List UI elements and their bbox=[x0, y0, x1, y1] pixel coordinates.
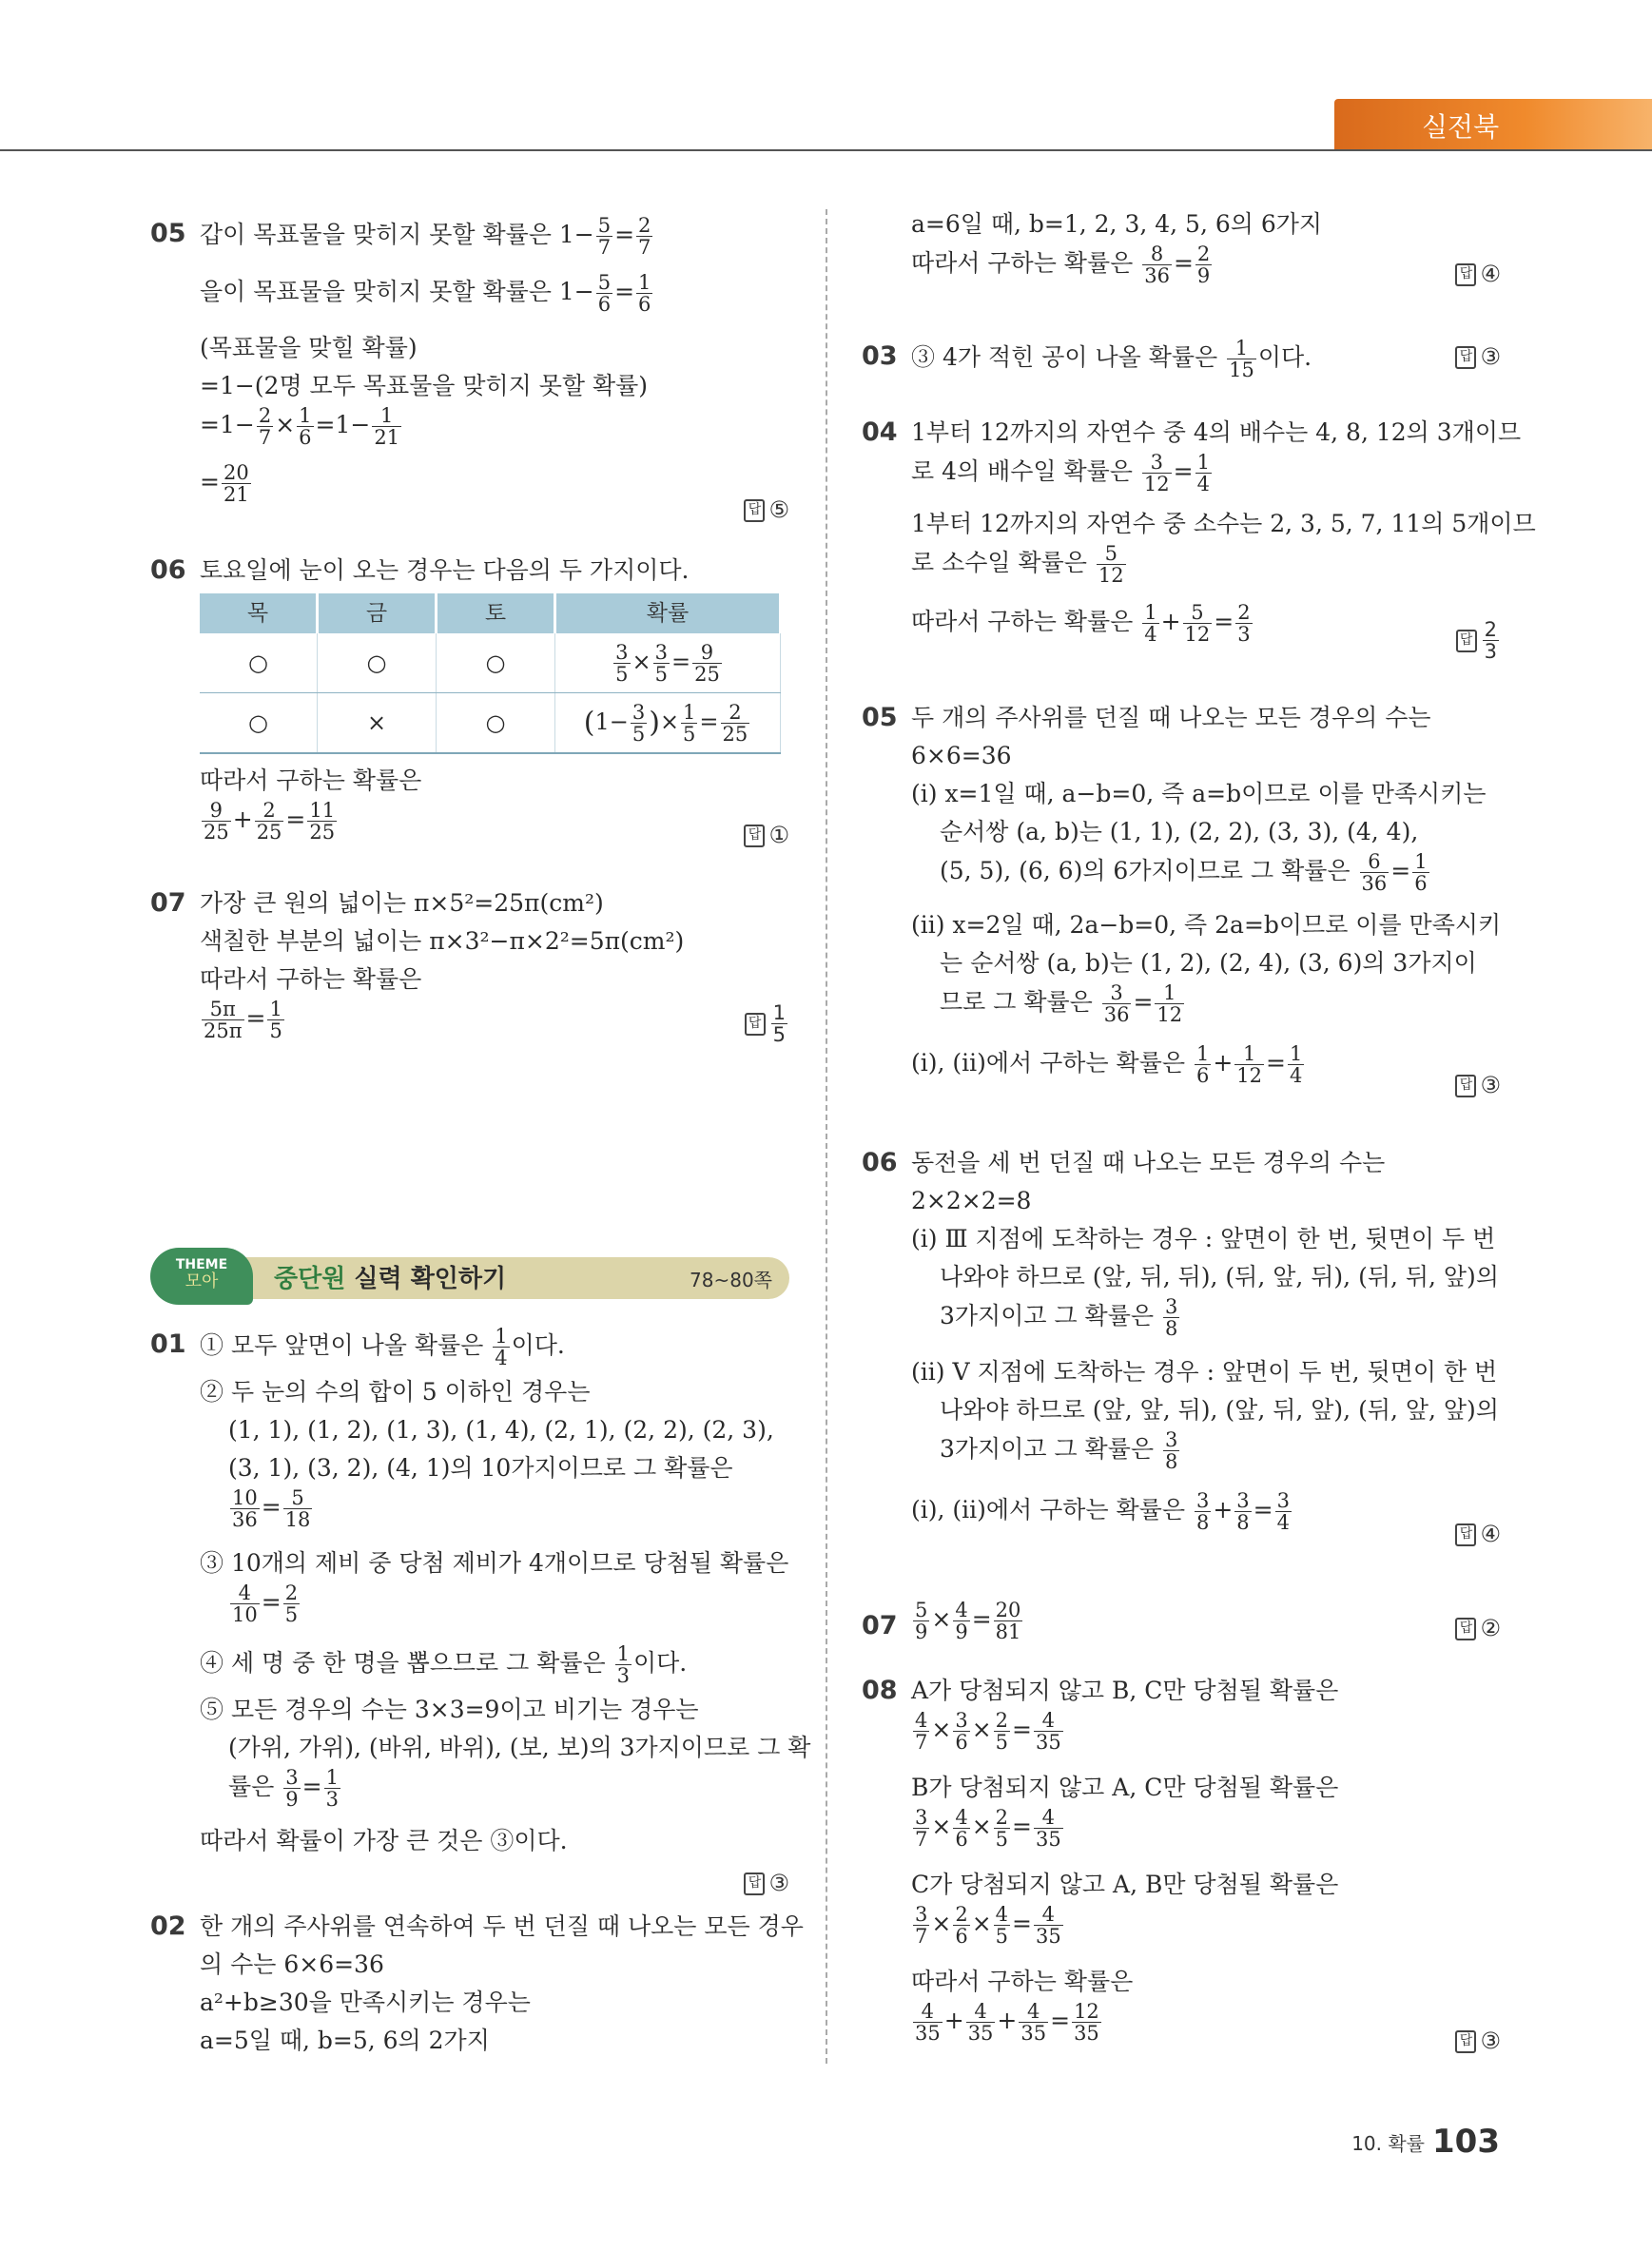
answer: ④ bbox=[1480, 1521, 1501, 1547]
text: A가 당첨되지 않고 B, C만 당첨될 확률은 bbox=[911, 1677, 1339, 1704]
text: ① 모두 앞면이 나올 확률은 bbox=[200, 1331, 492, 1359]
answer-icon: 답 bbox=[1455, 1075, 1476, 1097]
text: 는 순서쌍 (a, b)는 (1, 2), (2, 4), (3, 6)의 3가지이 bbox=[940, 949, 1477, 977]
text: a=6일 때, b=1, 2, 3, 4, 5, 6의 6가지 bbox=[911, 210, 1323, 238]
text: 순서쌍 (a, b)는 (1, 1), (2, 2), (3, 3), (4, 4), bbox=[940, 818, 1419, 845]
answer-badge: 답 $\frac{1}{5}$ bbox=[745, 1002, 789, 1045]
problem-number: 03 bbox=[862, 341, 898, 371]
answer: ① bbox=[768, 822, 789, 848]
problem-number: 05 bbox=[150, 219, 186, 248]
text: 색칠한 부분의 넓이는 π×3²−π×2²=5π(cm²) bbox=[200, 927, 685, 955]
problem-number: 05 bbox=[862, 703, 898, 732]
text: 므로 그 확률은 bbox=[940, 988, 1100, 1016]
theme-banner bbox=[150, 1248, 789, 1301]
column-divider bbox=[826, 209, 827, 2064]
text: ⑤ 모든 경우의 수는 3×3=9이고 비기는 경우는 bbox=[200, 1696, 699, 1723]
problem-number: 06 bbox=[862, 1148, 898, 1177]
answer-badge bbox=[1455, 2022, 1501, 2060]
answer: ⑤ bbox=[768, 496, 789, 523]
text: 갑이 목표물을 맞히지 못할 확률은 1− bbox=[200, 221, 594, 248]
text: ② 두 눈의 수의 합이 5 이하인 경우는 bbox=[200, 1378, 591, 1406]
answer-icon: 답 bbox=[744, 1873, 765, 1895]
answer-icon: 답 bbox=[744, 499, 765, 522]
text: (가위, 가위), (바위, 바위), (보, 보)의 3가지이므로 그 확 bbox=[228, 1734, 811, 1761]
problem-number: 06 bbox=[150, 555, 186, 585]
text: 6×6=36 bbox=[911, 742, 1012, 769]
table-cell: × bbox=[318, 693, 437, 754]
answer-badge bbox=[744, 491, 789, 529]
text: 한 개의 주사위를 연속하여 두 번 던질 때 나오는 모든 경우 bbox=[200, 1912, 804, 1940]
answer-badge bbox=[1455, 255, 1501, 293]
section-tab bbox=[1334, 99, 1652, 150]
text: (ⅰ) Ⅲ 지점에 도착하는 경우 : 앞면이 한 번, 뒷면이 두 번 bbox=[911, 1225, 1496, 1252]
text: 이다. bbox=[633, 1649, 688, 1677]
problem-number: 08 bbox=[862, 1676, 898, 1705]
answer-badge: 답 $\frac{2}{3}$ bbox=[1456, 619, 1501, 662]
badge-bottom: 모아 bbox=[185, 1271, 219, 1291]
answer: ② bbox=[1480, 1615, 1501, 1641]
text: 을이 목표물을 맞히지 못할 확률은 1− bbox=[200, 278, 594, 305]
table-row bbox=[200, 693, 781, 754]
answer-badge bbox=[1455, 1515, 1501, 1553]
text: 로 4의 배수일 확률은 bbox=[911, 457, 1140, 485]
text: 이다. bbox=[1257, 343, 1312, 371]
problem-number: 02 bbox=[150, 1911, 186, 1941]
text: 따라서 구하는 확률은 bbox=[911, 608, 1141, 635]
page-range: 78~80쪽 bbox=[690, 1269, 772, 1291]
text: 동전을 세 번 던질 때 나오는 모든 경우의 수는 bbox=[911, 1149, 1386, 1176]
answer: ③ bbox=[1480, 343, 1501, 370]
text: C가 당첨되지 않고 A, B만 당첨될 확률은 bbox=[911, 1871, 1339, 1898]
answer: ③ bbox=[1480, 2028, 1501, 2054]
answer-icon: 답 bbox=[744, 825, 765, 847]
title-rest: 실력 확인하기 bbox=[345, 1265, 507, 1293]
problem-number: 07 bbox=[862, 1611, 898, 1640]
text: 두 개의 주사위를 던질 때 나오는 모든 경우의 수는 bbox=[911, 704, 1431, 731]
text: 토요일에 눈이 오는 경우는 다음의 두 가지이다. bbox=[200, 556, 690, 584]
table-cell: ○ bbox=[200, 633, 318, 693]
answer-badge bbox=[744, 816, 789, 854]
text: a²+b≥30을 만족시키는 경우는 bbox=[200, 1989, 531, 2016]
answer-icon: 답 bbox=[1455, 1523, 1476, 1546]
text: 따라서 구하는 확률은 bbox=[911, 1968, 1134, 1995]
text: 따라서 확률이 가장 큰 것은 ③이다. bbox=[200, 1827, 568, 1854]
text: ③ 10개의 제비 중 당첨 제비가 4개이므로 당첨될 확률은 bbox=[200, 1549, 789, 1577]
answer: ④ bbox=[1480, 261, 1501, 287]
text: 나와야 하므로 (앞, 뒤, 뒤), (뒤, 앞, 뒤), (뒤, 뒤, 앞)의 bbox=[940, 1263, 1499, 1290]
text: 가장 큰 원의 넓이는 π×5²=25π(cm²) bbox=[200, 889, 604, 917]
answer-icon: 답 bbox=[1455, 346, 1476, 369]
text: 따라서 구하는 확률은 bbox=[911, 249, 1141, 277]
answer-badge bbox=[744, 1864, 789, 1902]
page-footer bbox=[1351, 2123, 1500, 2161]
text: (ⅰ), (ⅱ)에서 구하는 확률은 bbox=[911, 1496, 1193, 1523]
table-header: 확률 bbox=[555, 593, 781, 633]
table-cell: ○ bbox=[318, 633, 437, 693]
answer-icon: 답 bbox=[1455, 263, 1476, 286]
text: 따라서 구하는 확률은 bbox=[200, 767, 422, 794]
text: 3가지이고 그 확률은 bbox=[940, 1435, 1161, 1463]
text: 2×2×2=8 bbox=[911, 1187, 1032, 1214]
text: ④ 세 명 중 한 명을 뽑으므로 그 확률은 bbox=[200, 1649, 613, 1677]
table-cell: ○ bbox=[437, 693, 555, 754]
problem-number: 07 bbox=[150, 888, 186, 918]
table-cell: ○ bbox=[437, 633, 555, 693]
text: (5, 5), (6, 6)의 6가지이므로 그 확률은 bbox=[940, 857, 1358, 884]
table-cell: $\frac{3}{5}$ × $\frac{3}{5}$ = $\frac{9}{25}$ bbox=[555, 633, 781, 693]
answer-icon: 답 bbox=[1455, 2030, 1476, 2053]
chapter-label: 10. 확률 bbox=[1351, 2131, 1426, 2155]
text: 로 소수일 확률은 bbox=[911, 549, 1095, 576]
text: 이다. bbox=[511, 1331, 565, 1359]
problem-number: 04 bbox=[862, 417, 898, 447]
text: (ⅱ) x=2일 때, 2a−b=0, 즉 2a=b이므로 이를 만족시키 bbox=[911, 911, 1502, 939]
text: 1부터 12까지의 자연수 중 소수는 2, 3, 5, 7, 11의 5개이므 bbox=[911, 510, 1536, 537]
text: ③ 4가 적힌 공이 나올 확률은 bbox=[911, 343, 1226, 371]
section-label: 실전북 bbox=[1422, 111, 1500, 143]
answer-badge bbox=[1455, 1609, 1501, 1647]
text: B가 당첨되지 않고 A, C만 당첨될 확률은 bbox=[911, 1774, 1339, 1801]
text: (ⅰ), (ⅱ)에서 구하는 확률은 bbox=[911, 1049, 1193, 1077]
text: =1−(2명 모두 목표물을 맞히지 못할 확률) bbox=[200, 372, 649, 399]
answer-icon: 답 bbox=[745, 1013, 766, 1036]
theme-title bbox=[274, 1259, 506, 1294]
answer-badge bbox=[1455, 338, 1501, 376]
text: (ⅰ) x=1일 때, a−b=0, 즉 a=b이므로 이를 만족시키는 bbox=[911, 780, 1487, 807]
text: 률은 bbox=[228, 1773, 282, 1800]
text: 나와야 하므로 (앞, 앞, 뒤), (앞, 뒤, 앞), (뒤, 앞, 앞)의 bbox=[940, 1396, 1499, 1424]
text: 의 수는 6×6=36 bbox=[200, 1950, 384, 1978]
header-rule bbox=[0, 149, 1652, 151]
table-header: 토 bbox=[437, 593, 555, 633]
answer-icon: 답 bbox=[1456, 630, 1477, 652]
text: (1, 1), (1, 2), (1, 3), (1, 4), (2, 1), (2, 2), (2, 3), bbox=[228, 1416, 774, 1444]
table-header: 금 bbox=[318, 593, 437, 633]
answer: ③ bbox=[1480, 1072, 1501, 1098]
page-number: 103 bbox=[1432, 2123, 1500, 2161]
table-cell: ○ bbox=[200, 693, 318, 754]
theme-badge bbox=[150, 1248, 253, 1305]
table-header: 목 bbox=[200, 593, 318, 633]
text: a=5일 때, b=5, 6의 2가지 bbox=[200, 2027, 490, 2054]
answer-icon: 답 bbox=[1455, 1618, 1476, 1640]
badge-top: THEME bbox=[175, 1257, 228, 1272]
text: (3, 1), (3, 2), (4, 1)의 10가지이므로 그 확률은 bbox=[228, 1454, 733, 1482]
table-row bbox=[200, 633, 781, 693]
table-cell: (1− $\frac{3}{5}$ )× $\frac{1}{5}$ = $\frac{2}{25}$ bbox=[555, 693, 781, 754]
text: 따라서 구하는 확률은 bbox=[200, 965, 422, 993]
title-highlight: 중단원 bbox=[274, 1265, 346, 1293]
problem-number: 01 bbox=[150, 1329, 186, 1359]
probability-table bbox=[200, 593, 782, 754]
text: 1부터 12까지의 자연수 중 4의 배수는 4, 8, 12의 3개이므 bbox=[911, 418, 1522, 446]
answer-badge bbox=[1455, 1066, 1501, 1104]
answer: ③ bbox=[768, 1870, 789, 1896]
text: 3가지이고 그 확률은 bbox=[940, 1302, 1161, 1329]
text: (목표물을 맞힐 확률) bbox=[200, 334, 418, 361]
text: (ⅱ) Ⅴ 지점에 도착하는 경우 : 앞면이 두 번, 뒷면이 한 번 bbox=[911, 1358, 1498, 1386]
